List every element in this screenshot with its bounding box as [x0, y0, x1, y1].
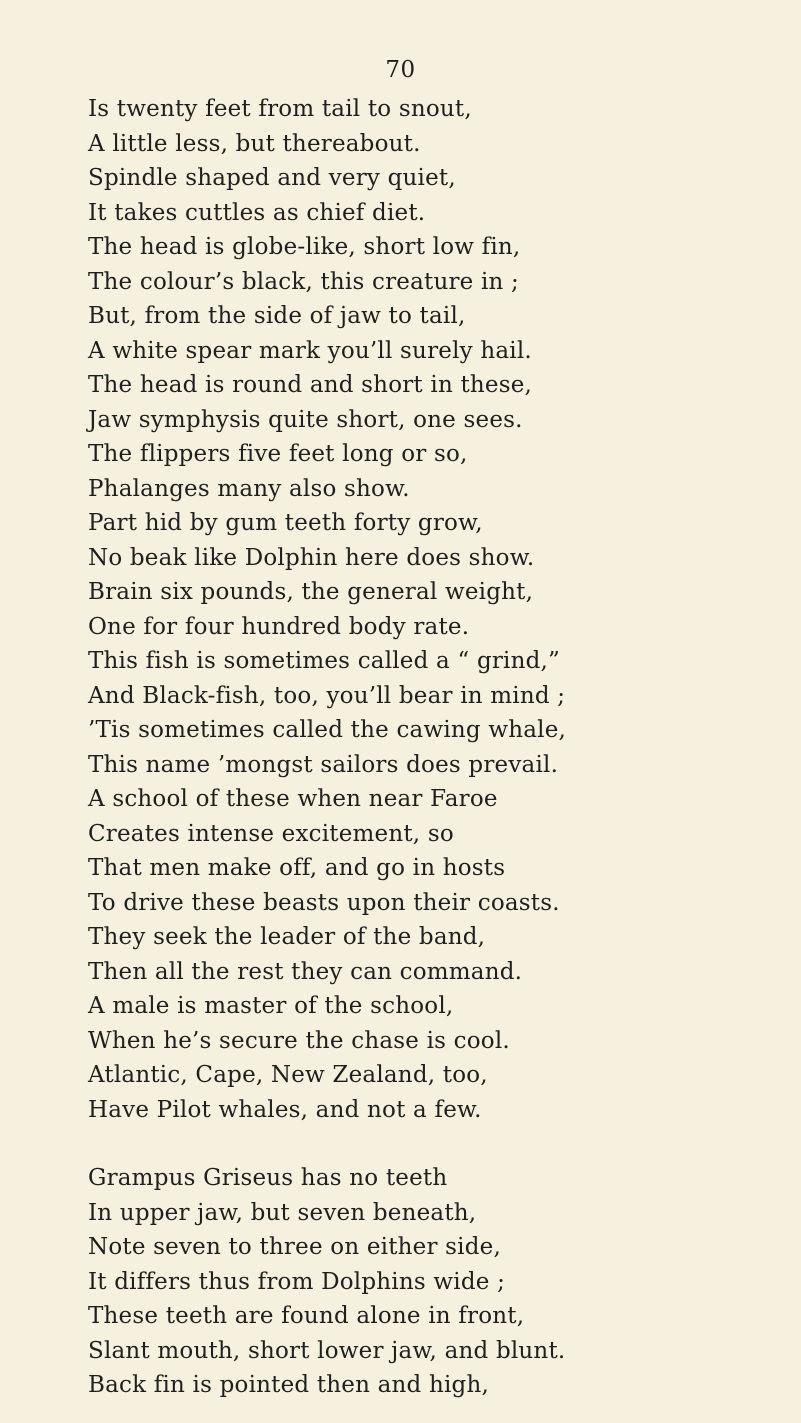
poem-line: But, from the side of jaw to tail,: [88, 303, 466, 329]
poem-text: [88, 92, 788, 1403]
poem-line: A school of these when near Faroe: [88, 786, 498, 812]
stanza-2: [88, 1161, 788, 1403]
poem-line: Then all the rest they can command.: [88, 958, 523, 985]
poem-line: Spindle shaped and very quiet,: [88, 165, 456, 191]
poem-line: Creates intense excitement, so: [88, 820, 454, 847]
poem-line: They seek the leader of the band,: [88, 924, 486, 950]
poem-line: Grampus Griseus has no teeth: [88, 1165, 448, 1191]
poem-line: No beak like Dolphin here does show.: [88, 544, 535, 571]
poem-line: Part hid by gum teeth forty grow,: [88, 510, 483, 536]
poem-line: The flippers five feet long or so,: [88, 441, 468, 467]
poem-line: Atlantic, Cape, New Zealand, too,: [88, 1062, 488, 1088]
poem-line: When he’s secure the chase is cool.: [88, 1027, 510, 1054]
poem-line: Have Pilot whales, and not a few.: [88, 1096, 482, 1123]
poem-line: Back fin is pointed then and high,: [88, 1372, 490, 1398]
poem-line: The colour’s black, this creature in ;: [88, 268, 519, 295]
poem-line: One for four hundred body rate.: [88, 613, 470, 640]
poem-line: Note seven to three on either side,: [88, 1234, 501, 1260]
poem-line: That men make off, and go in hosts: [88, 855, 506, 881]
poem-line: The head is globe-like, short low fin,: [88, 234, 521, 260]
poem-line: Is twenty feet from tail to snout,: [88, 96, 472, 122]
poem-line: This fish is sometimes called a “ grind,”: [88, 648, 561, 674]
poem-line: Slant mouth, short lower jaw, and blunt.: [88, 1337, 566, 1364]
poem-line: It takes cuttles as chief diet.: [88, 199, 426, 226]
poem-line: In upper jaw, but seven beneath,: [88, 1199, 477, 1226]
page-number: 70: [385, 57, 416, 83]
poem-line: And Black-fish, too, you’ll bear in mind ;: [88, 682, 566, 709]
poem-line: A little less, but thereabout.: [88, 130, 421, 157]
poem-line: Phalanges many also show.: [88, 475, 410, 502]
poem-line: The head is round and short in these,: [88, 372, 533, 398]
poem-line: This name ’mongst sailors does prevail.: [88, 751, 559, 778]
poem-line: A white spear mark you’ll surely hail.: [88, 337, 532, 364]
poem-line: A male is master of the school,: [88, 993, 454, 1019]
stanza-1: [88, 92, 788, 1127]
poem-line: It differs thus from Dolphins wide ;: [88, 1268, 506, 1295]
poem-line: Brain six pounds, the general weight,: [88, 579, 534, 605]
poem-line: These teeth are found alone in front,: [88, 1303, 525, 1329]
poem-line: Jaw symphysis quite short, one sees.: [88, 406, 523, 433]
poem-line: ’Tis sometimes called the cawing whale,: [88, 717, 567, 743]
poem-line: To drive these beasts upon their coasts.: [88, 889, 560, 916]
